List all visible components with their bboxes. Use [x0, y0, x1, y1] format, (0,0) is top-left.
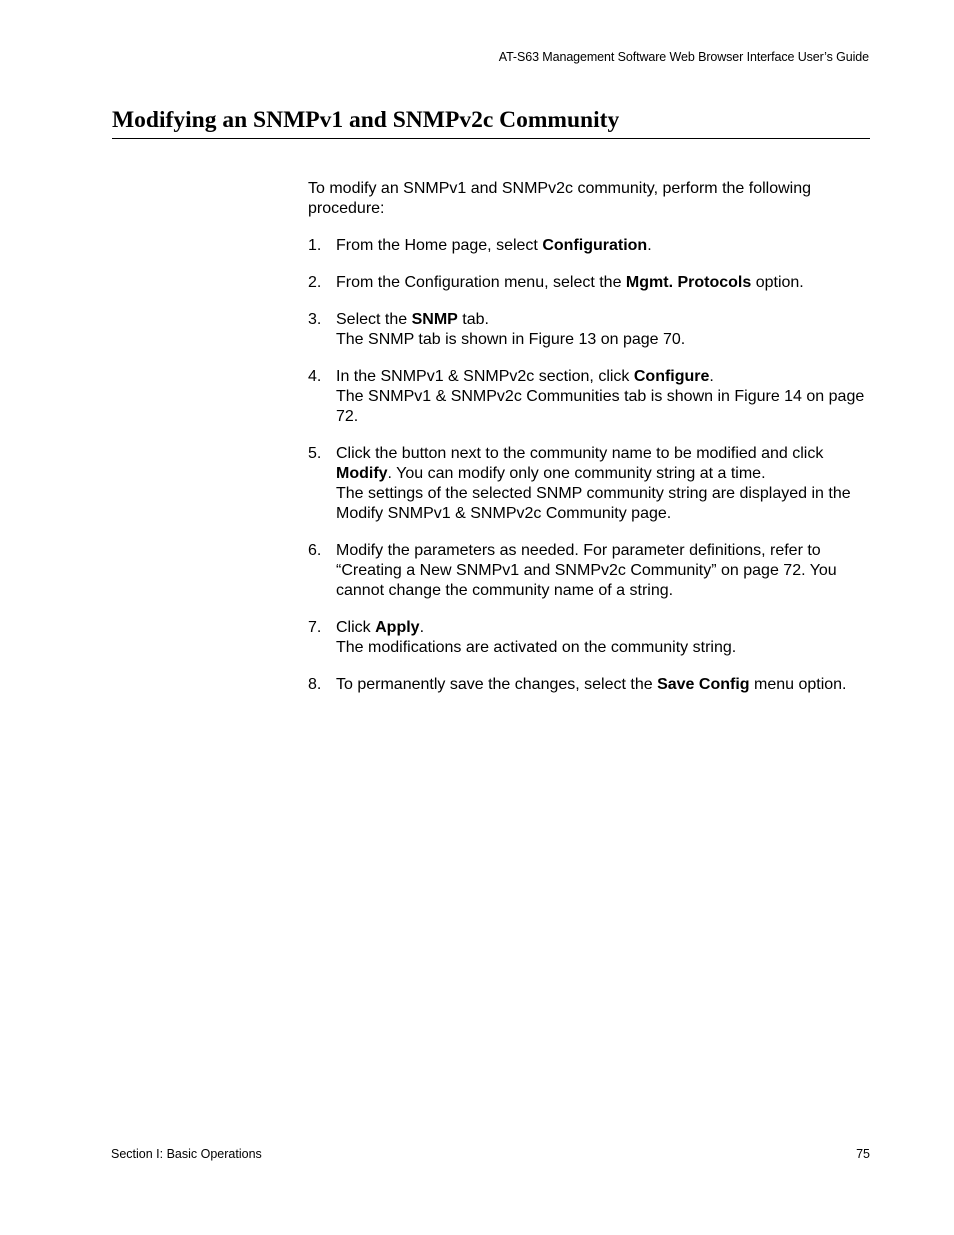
step-number: 3.	[308, 311, 322, 328]
step-text: Click Apply.	[336, 619, 425, 636]
procedure-body	[308, 179, 873, 712]
step-number: 1.	[308, 237, 322, 254]
ui-term: Modify	[336, 465, 388, 482]
intro-paragraph: To modify an SNMPv1 and SNMPv2c community, perform the following procedure:	[308, 180, 812, 217]
step-8	[308, 675, 873, 695]
step-number: 6.	[308, 542, 322, 559]
step-text: In the SNMPv1 & SNMPv2c section, click Configure.	[336, 368, 714, 385]
step-3	[308, 310, 873, 350]
ui-term: Apply	[375, 619, 420, 636]
step-7	[308, 618, 873, 658]
step-note: The SNMPv1 & SNMPv2c Communities tab is shown in Figure 14 on page 72.	[336, 388, 865, 425]
step-number: 8.	[308, 676, 322, 693]
step-6	[308, 541, 873, 601]
step-number: 5.	[308, 445, 322, 462]
page-number: 75	[856, 1147, 870, 1161]
footer-section: Section I: Basic Operations	[111, 1147, 262, 1161]
step-number: 4.	[308, 368, 322, 385]
running-footer	[111, 1147, 870, 1161]
ui-term: Configure	[633, 368, 710, 385]
step-number: 2.	[308, 274, 322, 291]
step-text: Select the SNMP tab.	[336, 311, 489, 328]
step-text: From the Home page, select Configuration.	[336, 237, 652, 254]
step-text: To permanently save the changes, select the Save Config menu option.	[336, 676, 847, 693]
step-note: The SNMP tab is shown in Figure 13 on page 70.	[336, 331, 686, 348]
step-2	[308, 273, 873, 293]
ui-term: Save Config	[657, 676, 750, 693]
step-5	[308, 444, 873, 524]
running-header: AT-S63 Management Software Web Browser Interface User’s Guide	[498, 50, 869, 64]
ui-term: SNMP	[411, 311, 458, 328]
step-number: 7.	[308, 619, 322, 636]
ui-term: Configuration	[542, 237, 648, 254]
ui-term: Mgmt. Protocols	[625, 274, 752, 291]
step-text: Click the button next to the community name to be modified and click Modify. You can modify only one community string at a time.	[336, 445, 824, 482]
step-1	[308, 236, 873, 256]
step-text: From the Configuration menu, select the Mgmt. Protocols option.	[336, 274, 804, 291]
step-4	[308, 367, 873, 427]
step-note: The settings of the selected SNMP community string are displayed in the Modify SNMPv1 & SNMPv2c Community page.	[336, 485, 851, 522]
section-title: Modifying an SNMPv1 and SNMPv2c Community	[112, 107, 870, 139]
step-text: Modify the parameters as needed. For parameter definitions, refer to “Creating a New SNMPv1 and SNMPv2c Community” on page 72. You cannot change the community name of a string.	[336, 542, 837, 599]
step-note: The modifications are activated on the community string.	[336, 639, 737, 656]
